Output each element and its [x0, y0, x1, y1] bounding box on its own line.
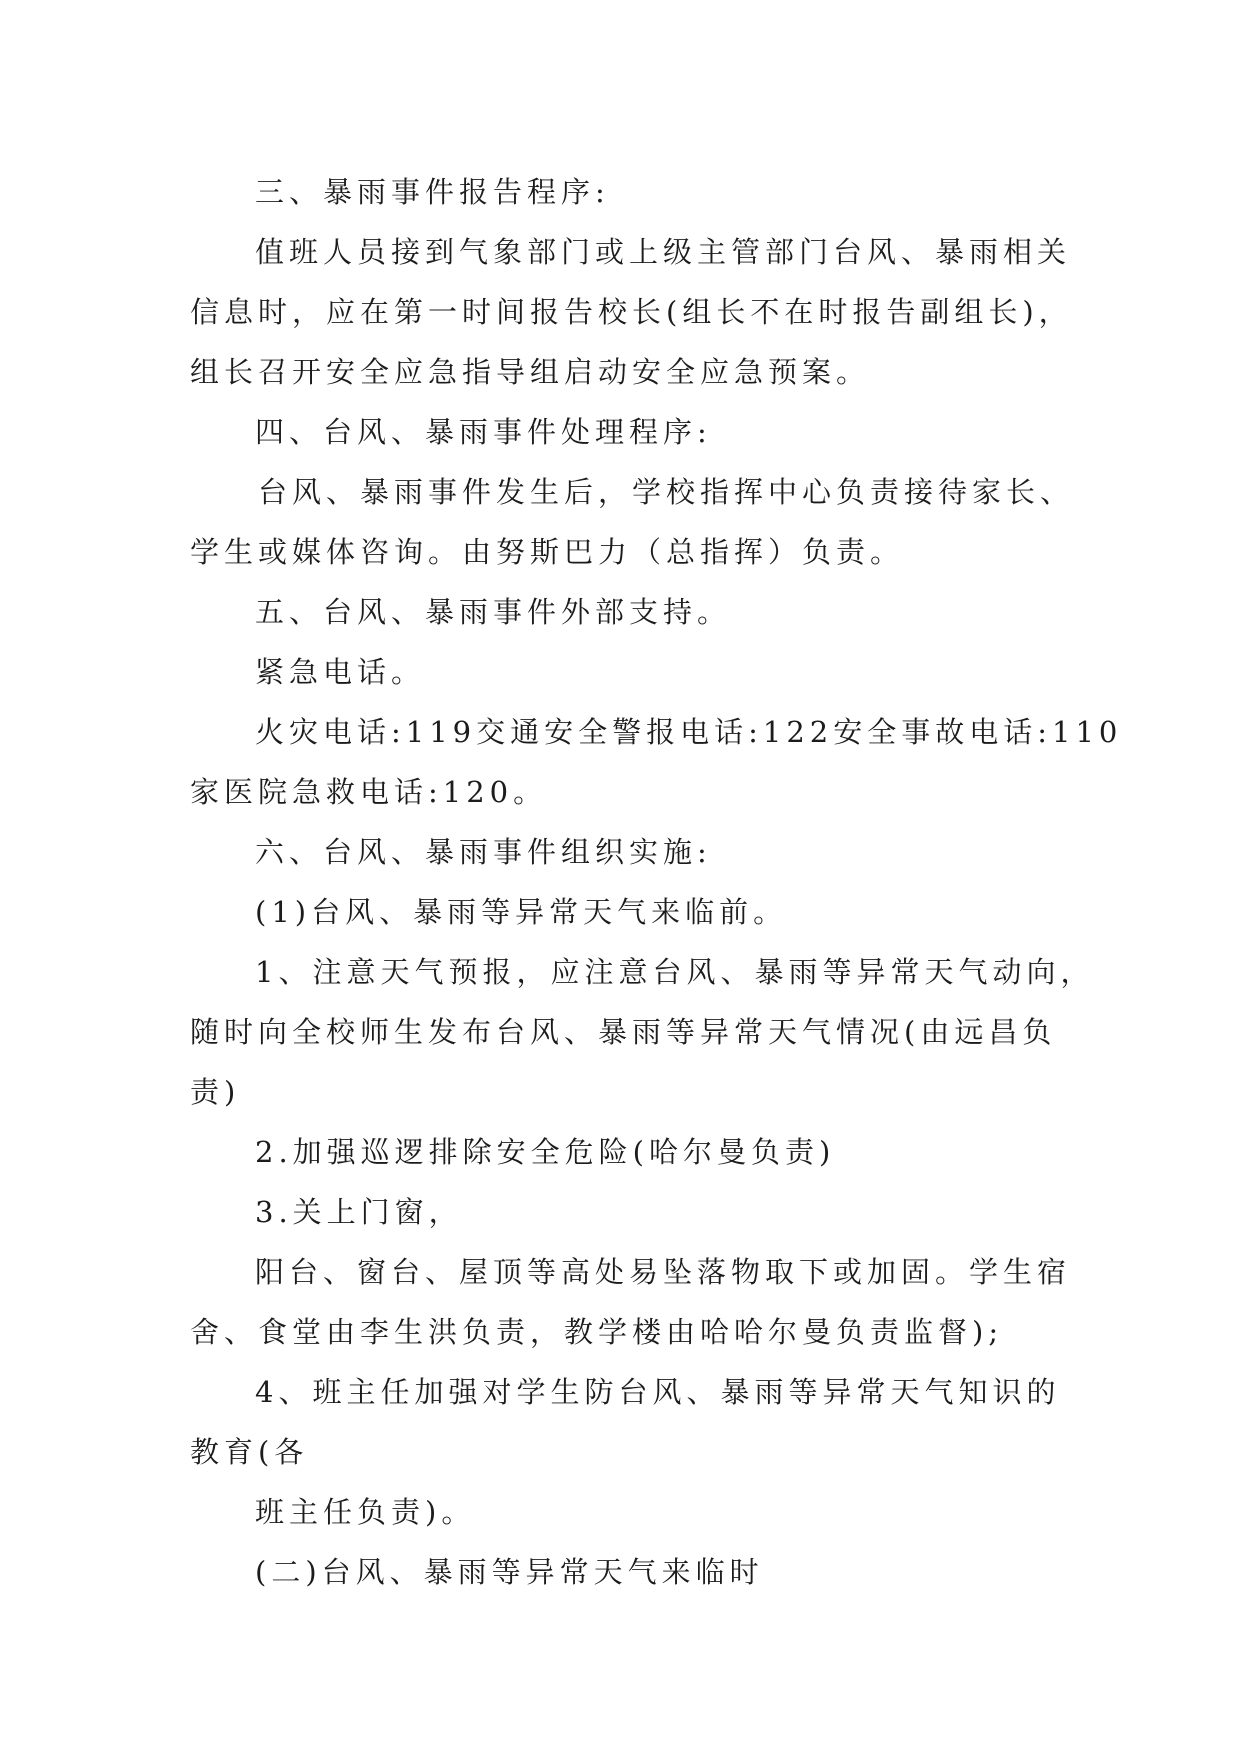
- paragraph-line: 信息时，应在第一时间报告校长(组长不在时报告副组长)，: [190, 295, 1073, 329]
- section-heading-5: 五、台风、暴雨事件外部支持。: [255, 595, 732, 629]
- paragraph-line: 学生或媒体咨询。由努斯巴力（总指挥）负责。: [190, 535, 905, 569]
- list-item-line: 3.关上门窗，: [255, 1195, 463, 1229]
- subsection-heading: (二)台风、暴雨等异常天气来临时: [255, 1555, 764, 1589]
- list-item-line: 随时向全校师生发布台风、暴雨等异常天气情况(由远昌负: [190, 1015, 1057, 1049]
- section-heading-4: 四、台风、暴雨事件处理程序:: [255, 415, 712, 449]
- paragraph-line: 阳台、窗台、屋顶等高处易坠落物取下或加固。学生宿: [255, 1255, 1072, 1289]
- document-body: [190, 162, 1123, 1602]
- emergency-phones-line: 火灾电话:119交通安全警报电话:122安全事故电话:110: [255, 715, 1123, 749]
- section-heading-3: 三、暴雨事件报告程序:: [255, 175, 610, 209]
- list-item-line: 1、注意天气预报，应注意台风、暴雨等异常天气动向，: [255, 955, 1095, 989]
- paragraph-line: 值班人员接到气象部门或上级主管部门台风、暴雨相关: [255, 235, 1072, 269]
- list-item-line: 教育(各: [190, 1435, 309, 1469]
- subsection-heading: (1)台风、暴雨等异常天气来临前。: [255, 895, 788, 929]
- list-item-line: 2.加强巡逻排除安全危险(哈尔曼负责): [255, 1135, 836, 1169]
- paragraph-line: 紧急电话。: [255, 655, 426, 689]
- emergency-phones-line: 家医院急救电话:120。: [190, 775, 548, 809]
- list-item-line: 责): [190, 1075, 241, 1109]
- section-heading-6: 六、台风、暴雨事件组织实施:: [255, 835, 712, 869]
- list-item-line: 4、班主任加强对学生防台风、暴雨等异常天气知识的: [255, 1375, 1061, 1409]
- paragraph-line: 舍、食堂由李生洪负责，教学楼由哈哈尔曼负责监督);: [190, 1315, 1004, 1349]
- paragraph-line: 班主任负责)。: [255, 1495, 476, 1529]
- paragraph-line: 组长召开安全应急指导组启动安全应急预案。: [190, 355, 871, 389]
- paragraph-line: 台风、暴雨事件发生后，学校指挥中心负责接待家长、: [258, 475, 1075, 509]
